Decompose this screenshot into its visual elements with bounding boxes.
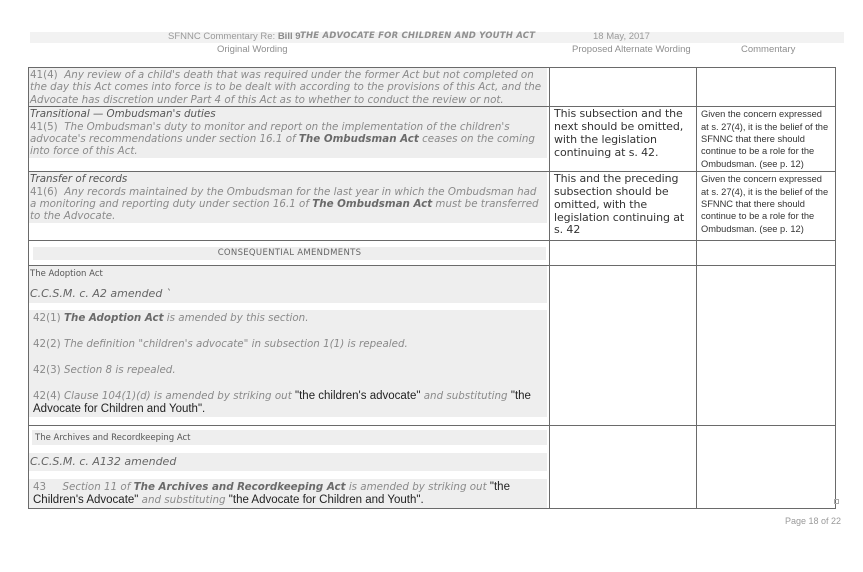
column-header-commentary: Commentary <box>741 44 796 55</box>
proposed-cell <box>550 266 697 426</box>
section-number: 43 <box>33 481 47 494</box>
section-text: Section 8 is repealed. <box>63 364 176 377</box>
spacer <box>29 326 547 336</box>
header-commentary-label <box>168 31 301 42</box>
original-cell <box>29 172 550 241</box>
spacer <box>29 445 549 453</box>
section-text: Any review of a child's death that was required under the former Act but not completed on the day this Act comes into force is to be dealt with according to the provisions of this Act, and the Advocate has discretion under Part 4 of this Act as to whether to conduct the review or not. <box>30 69 542 106</box>
commentary-cell <box>697 107 836 172</box>
spacer <box>29 471 549 479</box>
commentary-cell <box>697 426 836 509</box>
section-text: The Ombudsman's duty to monitor and report on the implementation of the children's advocate's recommendations under section 16.1 of <box>30 120 510 146</box>
act-name: The Adoption Act <box>29 266 547 281</box>
section-text: and substituting <box>141 494 226 507</box>
section-text: . <box>202 403 206 416</box>
amendments-table <box>28 67 836 509</box>
original-text <box>29 107 547 158</box>
section-heading: Transitional — Ombudsman's duties <box>30 108 216 121</box>
commentary-cell <box>697 172 836 241</box>
consequential-amendments-heading: CONSEQUENTIAL AMENDMENTS <box>33 247 546 260</box>
proposed-text: This subsection and the next should be omitted, with the legislation continuing at s. 42. <box>554 107 684 159</box>
section-42-4 <box>29 388 547 417</box>
proposed-text <box>550 68 696 70</box>
act-reference: The Ombudsman Act <box>298 133 419 146</box>
table-row <box>29 426 836 509</box>
original-cell <box>29 241 550 266</box>
ccsm-reference: C.C.S.M. c. A132 amended <box>29 453 547 471</box>
section-text: and substituting <box>423 390 508 403</box>
section-number: 42(1) <box>33 312 61 325</box>
section-heading: Transfer of records <box>30 173 128 186</box>
commentary-text <box>697 68 835 70</box>
section-text: ceases on the coming into force of this Act. <box>30 133 535 158</box>
original-cell <box>29 68 550 107</box>
proposed-text: This and the preceding subsection should be omitted, with the legislation continuing at s. 42 <box>554 172 685 237</box>
section-text: is amended by this section. <box>166 312 309 325</box>
section-text: must be transferred to the Advocate. <box>30 198 539 223</box>
spacer <box>29 303 549 310</box>
section-42-1 <box>29 310 547 326</box>
act-reference: The Adoption Act <box>63 312 164 325</box>
section-text: The definition "children's advocate" in subsection 1(1) is repealed. <box>63 338 408 351</box>
spacer <box>29 352 547 362</box>
section-42-2 <box>29 336 547 352</box>
section-number: 42(2) <box>33 338 61 351</box>
section-42-3 <box>29 362 547 378</box>
quoted-text: "the children's advocate" <box>295 390 421 403</box>
table-row <box>29 172 836 241</box>
column-header-proposed: Proposed Alternate Wording <box>572 44 691 55</box>
proposed-cell <box>550 107 697 172</box>
table-row <box>29 241 836 266</box>
column-header-original: Original Wording <box>217 44 288 55</box>
section-text: is amended by striking out <box>348 481 487 494</box>
table-row <box>29 107 836 172</box>
page-number: Page 18 of 22 <box>785 516 842 526</box>
section-43 <box>29 479 547 508</box>
ccsm-reference: C.C.S.M. c. A2 amended ` <box>29 285 547 303</box>
original-text <box>29 172 547 223</box>
commentary-cell <box>697 241 836 266</box>
original-cell <box>29 426 550 509</box>
header-date: 18 May, 2017 <box>593 31 650 42</box>
quoted-text: "the Children's Advocate" <box>33 481 510 507</box>
spacer <box>29 378 547 388</box>
table-resize-handle[interactable] <box>834 499 839 504</box>
section-number: 41(4) <box>30 69 58 81</box>
commentary-text: Given the concern expressed at s. 27(4), it is the belief of the SFNNC that there should continue to be a role for the Ombudsman. (see p. 12) <box>701 109 829 169</box>
commentary-text: Given the concern expressed at s. 27(4), it is the belief of the SFNNC that there should continue to be a role for the Ombudsman. (see p. 12) <box>701 174 829 234</box>
table-row <box>29 266 836 426</box>
section-number: 42(3) <box>33 364 61 377</box>
act-reference: The Ombudsman Act <box>312 198 433 211</box>
original-cell <box>29 107 550 172</box>
section-text: Section 11 of <box>62 481 131 494</box>
commentary-cell <box>697 68 836 107</box>
proposed-cell <box>550 68 697 107</box>
proposed-cell <box>550 426 697 509</box>
act-name: The Archives and Recordkeeping Act <box>32 430 547 445</box>
quoted-text: "the Advocate for Children and Youth" <box>33 390 531 416</box>
quoted-text: "the Advocate for Children and Youth" <box>228 494 421 507</box>
section-number: 41(6) <box>30 185 58 198</box>
commentary-label: SFNNC Commentary Re: <box>168 31 276 42</box>
section-number: 41(5) <box>30 120 58 133</box>
commentary-cell <box>697 266 836 426</box>
act-reference: The Archives and Recordkeeping Act <box>133 481 346 494</box>
act-title: THE ADVOCATE FOR CHILDREN AND YOUTH ACT <box>300 31 536 41</box>
section-number: 42(4) <box>33 390 61 403</box>
section-text: Clause 104(1)(d) is amended by striking out <box>63 390 292 403</box>
table-row <box>29 68 836 107</box>
proposed-cell <box>550 172 697 241</box>
section-text: Any records maintained by the Ombudsman for the last year in which the Ombudsman had a monitoring and reporting duty under section 16.1 of <box>30 185 537 211</box>
proposed-cell <box>550 241 697 266</box>
bill-label: Bill 9 <box>277 31 301 42</box>
original-cell <box>29 266 550 426</box>
section-text: . <box>420 494 424 507</box>
original-text <box>29 68 547 106</box>
